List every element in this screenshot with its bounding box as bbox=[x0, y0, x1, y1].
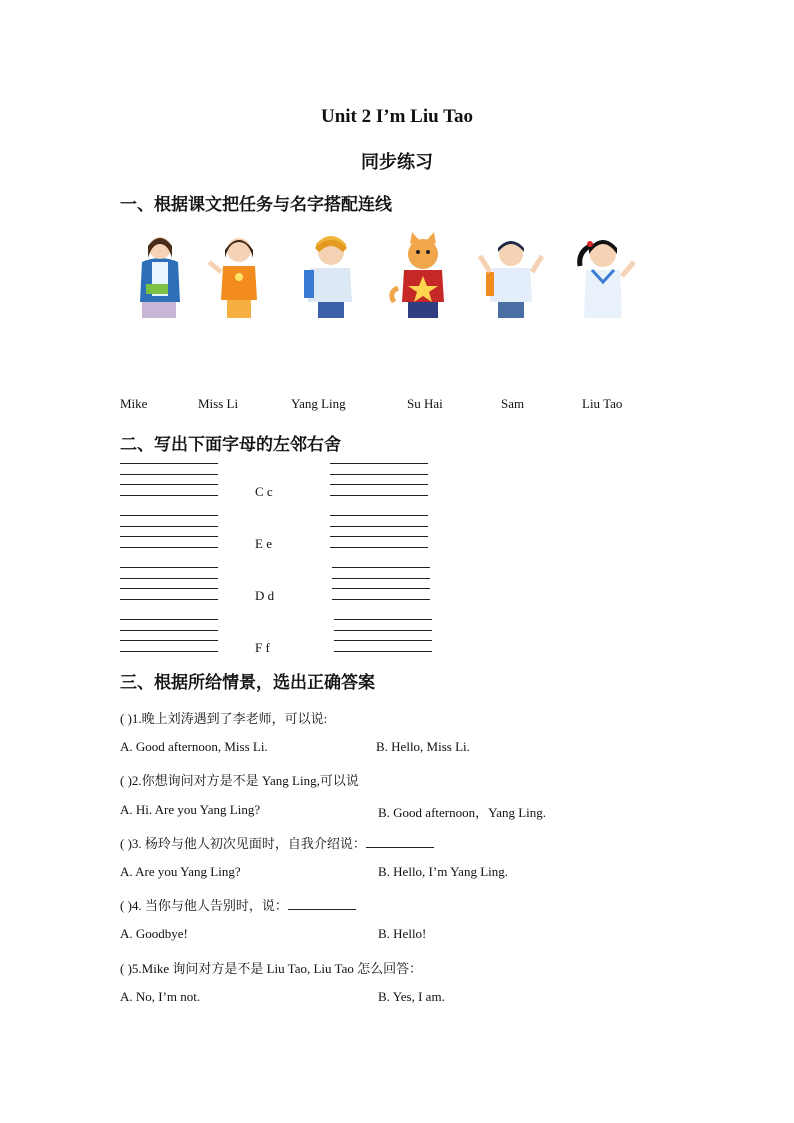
answer-line[interactable] bbox=[332, 599, 430, 600]
section-3-heading: 三、根据所给情景，选出正确答案 bbox=[120, 673, 375, 693]
section-2-heading: 二、写出下面字母的左邻右舍 bbox=[120, 435, 341, 455]
option-a[interactable]: A. No, I’m not. bbox=[120, 989, 201, 1004]
question-prompt: ( )2.你想询问对方是不是 Yang Ling,可以说 bbox=[120, 773, 359, 788]
answer-line[interactable] bbox=[330, 526, 428, 527]
answer-line[interactable] bbox=[120, 547, 218, 548]
question-3 bbox=[120, 833, 434, 852]
answer-line[interactable] bbox=[330, 515, 428, 516]
question-1 bbox=[120, 708, 327, 727]
answer-line[interactable] bbox=[120, 515, 218, 516]
worksheet-subtitle: 同步练习 bbox=[361, 152, 433, 173]
option-b[interactable]: B. Yes, I am. bbox=[378, 989, 445, 1004]
option-b[interactable]: B. Hello! bbox=[378, 926, 427, 941]
answer-line[interactable] bbox=[330, 463, 428, 464]
answer-line[interactable] bbox=[330, 495, 428, 496]
answer-line[interactable] bbox=[330, 547, 428, 548]
question-4 bbox=[120, 895, 356, 914]
answer-line[interactable] bbox=[332, 578, 430, 579]
name-label: Mike bbox=[120, 396, 148, 411]
girl-orange-shirt-figure bbox=[205, 232, 275, 320]
answer-blank[interactable] bbox=[288, 897, 356, 910]
answer-line[interactable] bbox=[120, 474, 218, 475]
answer-line[interactable] bbox=[120, 536, 218, 537]
answer-line[interactable] bbox=[330, 536, 428, 537]
answer-line[interactable] bbox=[334, 630, 432, 631]
answer-line[interactable] bbox=[332, 567, 430, 568]
teacher-miss-li-figure bbox=[128, 232, 198, 320]
answer-line[interactable] bbox=[120, 619, 218, 620]
question-prompt: ( )3. 杨玲与他人初次见面时，自我介绍说： bbox=[120, 836, 366, 851]
name-label: Miss Li bbox=[198, 396, 239, 411]
option-b[interactable]: B. Hello, I’m Yang Ling. bbox=[378, 864, 508, 879]
question-prompt: ( )1.晚上刘涛遇到了李老师，可以说: bbox=[120, 711, 328, 726]
worksheet-title: Unit 2 I’m Liu Tao bbox=[320, 106, 474, 127]
answer-line[interactable] bbox=[120, 651, 218, 652]
cat-sam-figure bbox=[388, 232, 458, 320]
girl-ponytail-figure bbox=[568, 232, 638, 320]
answer-line[interactable] bbox=[120, 578, 218, 579]
answer-line[interactable] bbox=[334, 640, 432, 641]
answer-line[interactable] bbox=[120, 599, 218, 600]
blond-boy-figure bbox=[296, 232, 366, 320]
answer-line[interactable] bbox=[332, 588, 430, 589]
answer-line[interactable] bbox=[120, 567, 218, 568]
letter-pair: E e bbox=[255, 536, 272, 551]
answer-line[interactable] bbox=[120, 640, 218, 641]
question-5 bbox=[120, 958, 422, 977]
option-a[interactable]: A. Good afternoon, Miss Li. bbox=[120, 739, 268, 754]
option-a[interactable]: A. Are you Yang Ling? bbox=[120, 864, 241, 879]
letter-pair: D d bbox=[255, 588, 275, 603]
answer-line[interactable] bbox=[120, 588, 218, 589]
answer-line[interactable] bbox=[334, 651, 432, 652]
boy-waving-figure bbox=[476, 232, 546, 320]
answer-line[interactable] bbox=[330, 484, 428, 485]
question-2 bbox=[120, 770, 359, 789]
name-label: Su Hai bbox=[407, 396, 443, 411]
letter-pair: F f bbox=[255, 640, 270, 655]
name-label: Liu Tao bbox=[582, 396, 623, 411]
answer-blank[interactable] bbox=[366, 835, 434, 848]
option-a[interactable]: A. Hi. Are you Yang Ling? bbox=[120, 802, 261, 817]
option-b[interactable]: B. Hello, Miss Li. bbox=[376, 739, 470, 754]
name-label: Sam bbox=[501, 396, 525, 411]
question-prompt: ( )5.Mike 询问对方是不是 Liu Tao, Liu Tao 怎么回答： bbox=[120, 961, 423, 976]
name-label: Yang Ling bbox=[291, 396, 346, 411]
answer-line[interactable] bbox=[120, 484, 218, 485]
answer-line[interactable] bbox=[334, 619, 432, 620]
answer-line[interactable] bbox=[120, 463, 218, 464]
letter-pair: C c bbox=[255, 484, 273, 499]
question-prompt: ( )4. 当你与他人告别时，说： bbox=[120, 898, 288, 913]
answer-line[interactable] bbox=[330, 474, 428, 475]
option-a[interactable]: A. Goodbye! bbox=[120, 926, 188, 941]
answer-line[interactable] bbox=[120, 526, 218, 527]
option-b[interactable]: B. Good afternoon，Yang Ling. bbox=[378, 805, 547, 820]
answer-line[interactable] bbox=[120, 630, 218, 631]
answer-line[interactable] bbox=[120, 495, 218, 496]
section-1-heading: 一、根据课文把任务与名字搭配连线 bbox=[120, 195, 392, 215]
